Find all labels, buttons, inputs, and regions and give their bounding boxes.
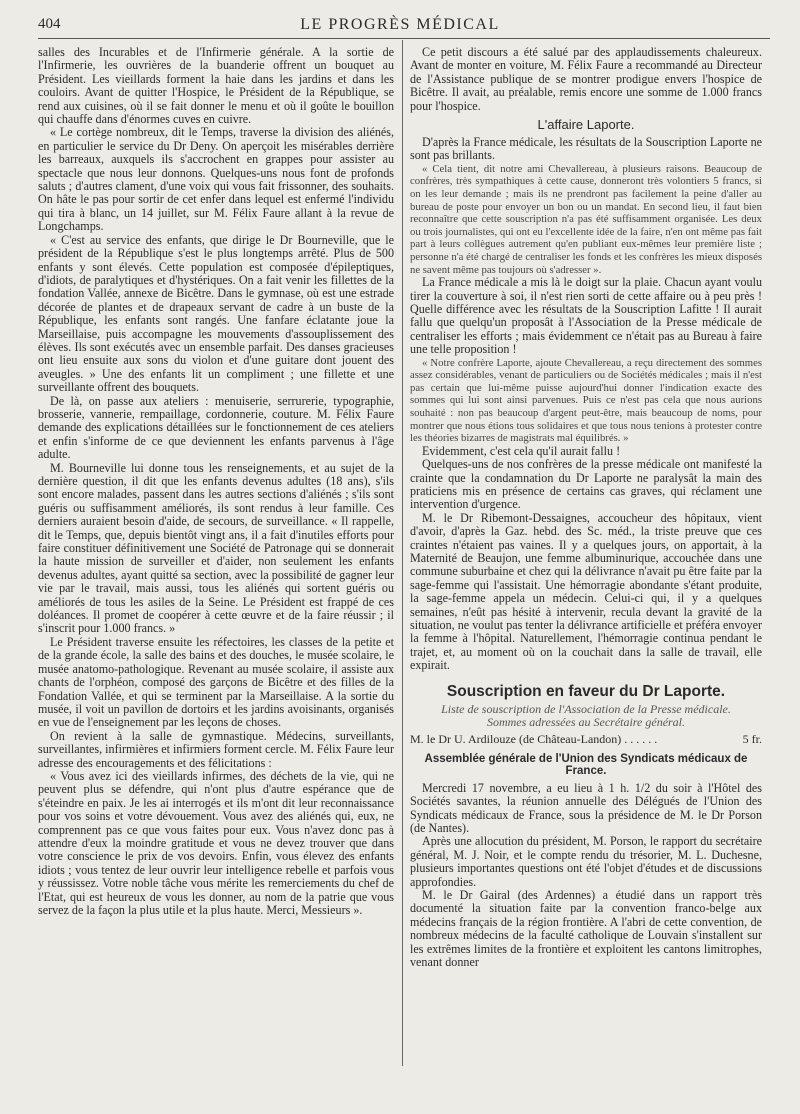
header-rule <box>38 38 770 39</box>
page-header <box>30 14 770 40</box>
souscription-subtitle: Liste de souscription de l'Association de la Presse médicale. <box>441 701 731 716</box>
paragraph: De là, on passe aux ateliers : menuiserie, serrurerie, typographie, brosserie, vannerie, rempaillage, cordonnerie, couture. M. Félix Faure demande des explications détaillées sur le fonctionnement de ces ateliers et enfin s'informe de ce que deviennent les enfants parvenus à l'âge adulte. <box>38 393 394 462</box>
page-number: 404 <box>38 16 61 32</box>
columns <box>38 46 770 1106</box>
paragraph: Quelques-uns de nos confrères de la presse médicale ont manifesté la crainte que la condamnation du Dr Laporte ne paralysât la main des praticiens mis en présence de certains cas graves, qui réclament une intervention d'urgence. <box>410 457 762 512</box>
running-title: LE PROGRÈS MÉDICAL <box>300 16 500 33</box>
paragraph: Ce petit discours a été salué par des applaudissements chaleureux. Avant de monter en voiture, M. Félix Faure a recommandé au Directeur de l'Assistance publique de se montrer prodigue envers l'hospice de Bicêtre. Il avait, au préalable, remis encore une somme de 1.000 francs pour l'hospice. <box>410 46 762 113</box>
section-title-souscription: Souscription en faveur du Dr Laporte. <box>446 682 726 700</box>
donor-name: M. le Dr U. Ardilouze (de Château-Landon) . . . . . . <box>410 731 658 746</box>
paragraph: D'après la France médicale, les résultats de la Souscription Laporte ne sont pas brillants. <box>410 135 762 163</box>
left-column <box>38 46 394 1106</box>
paragraph: Evidemment, c'est cela qu'il aurait fallu ! <box>422 443 621 458</box>
quotation: « Notre confrère Laporte, ajoute Chevallereau, a reçu directement des sommes assez considérables, venant de particuliers ou de Sociétés médicales ; mais il n'est pas certain que lui-même puisse aujourd'hui donner l'indication exacte des sommes qui lui sont ainsi parvenues. Puis ce n'est pas cela que nous aurions souhaité : non pas beaucoup d'argent peut-être, mais beaucoup de noms, pour montrer que nous étions tous solidaires et que tous nous tenions à protester contre les théories bizarres de magistrats mal équilibrés. » <box>410 356 762 445</box>
paragraph: Le Président traverse ensuite les réfectoires, les classes de la petite et de la grande école, la salle des bains et des douches, le musée scolaire, le musée anatomo-pathologique. Revenant au musée scolaire, il assiste aux chants de l'orphéon, composé des garçons de Bicêtre et des filles de la Fondation Vallée, et qui se terminent par la Marseillaise. A la sortie du musée, il voit un pavillon de dortoirs et les jardins avoisinants, organisés en vue de l'enseignement par les leçons de choses. <box>38 634 394 730</box>
right-column <box>410 46 762 1106</box>
section-title-assemblee: Assemblée générale de l'Union des Syndicats médicaux de France. <box>424 752 748 778</box>
donation-line <box>410 732 762 747</box>
souscription-subtitle-2: Sommes adressées au Secrétaire général. <box>486 714 686 729</box>
paragraph: On revient à la salle de gymnastique. Médecins, surveillants, surveillantes, infirmières et infirmiers forment cercle. M. Félix Faure leur adresse des encouragements et des félicitations : <box>38 728 394 770</box>
paragraph: Mercredi 17 novembre, a eu lieu à 1 h. 1/2 du soir à l'Hôtel des Sociétés savantes, la réunion annuelle des Délégués de l'Union des Syndicats médicaux de France, sous la présidence de M. le Dr Porson (de Nantes). <box>410 780 762 835</box>
paragraph: La France médicale a mis là le doigt sur la plaie. Chacun ayant voulu tirer la couverture à soi, il n'est rien sorti de cette affaire ou à peu près ! Quelle différence avec les résultats de la Souscription Lafitte ! Il aurait fallu que quelqu'un proposât à l'Association de la Presse médicale de centraliser les efforts ; mais évidemment ce n'était pas au Bureau à faire une telle proposition ! <box>410 275 762 357</box>
column-divider <box>402 40 403 1066</box>
paragraph: salles des Incurables et de l'Infirmerie générale. A la sortie de l'Infirmerie, les ouvrières de la buanderie offrent un bouquet au Président. Les vieillards forment la haie dans les jardins et dans les couloirs. Avant de quitter l'Hospice, le Président de la République, se rend aux cuisines, où il se fait donner le menu et où il goûte le bouillon qui chauffe dans d'énormes cuves en cuivre. <box>38 46 394 127</box>
section-title-affaire-laporte: L'affaire Laporte. <box>537 117 635 133</box>
paragraph: « Le cortège nombreux, dit le Temps, traverse la division des aliénés, en particulier le service du Dr Deny. On aperçoit les misérables derrière les barreaux, auxquels ils s'accrochent en grappes pour assister au spectacle que nous leur donnons. Quelques-uns nous font de profonds saluts ; d'autres clament, d'une voix qui vous fait frissonner, des souhaits. On hâte le pas pour sortir de cet enfer dans lequel est enfermé l'individu qui tira à blanc, un 14 juillet, sur M. Félix Faure allant à la revue de Longchamps. <box>38 125 394 234</box>
paragraph: « Vous avez ici des vieillards infirmes, des déchets de la vie, qui ne peuvent plus se défendre, qui n'ont plus d'autre espérance que de s'éteindre en paix. Je les ai interrogés et ils m'ont dit leur reconnaissance pour vos soins et votre dévouement. Vous avez des aliénés qui, eux, ne comprennent pas ce que vous faites pour eux. Vous n'avez donc pas à attendre d'eux la moindre gratitude et vous ne devez trouver que dans votre conscience le prix de vos devoirs. Enfin, vous élevez des enfants idiots ; vous tentez de leur ouvrir leur intelligence rebelle et parfois vous y réussissez. Votre noble tâche vous mérite les remerciements du chef de l'Etat, qui est heureux de vous les donner, au nom de la patrie que vous servez de la façon la plus utile et la plus haute. Merci, Messieurs ». <box>38 768 394 917</box>
paragraph: M. le Dr Gairal (des Ardennes) a étudié dans un rapport très documenté la situation faite par la convention franco-belge aux médecins français de la région frontière. A l'abri de cette convention, de nombreux médecins de la faculté catholique de Louvain s'installent sur les extrêmes limites de la frontière et exploitent les cantons limitrophes, venant donner <box>410 887 762 969</box>
paragraph: « C'est au service des enfants, que dirige le Dr Bourneville, que le président de la République s'est le plus longtemps arrêté. Plus de 500 enfants y sont élevés. Cette population est composée d'épileptiques, d'idiots, de paralytiques et d'hystériques. On a fait venir les fillettes de la fondation Vallée, annexe de Bicêtre. Dans le gymnase, où est une estrade décorée de plantes et de drapeaux servant de cadre à un buste de la République, les enfants sont rangés. Une fanfare éclatante joue la Marseillaise, puis accompagne les mouvements d'assouplissement des élèves. Ils sont exécutés avec un ensemble parfait. Des danses gracieuses ont lieu ensuite aux sons du violon et d'une guitare dont jouent des aveugles. » Une des enfants lit un compliment ; une fillette et une surveillante offrent des bouquets. <box>38 232 394 395</box>
paragraph: M. le Dr Ribemont-Dessaignes, accoucheur des hôpitaux, vient d'avoir, d'après la Gaz. hebd. des Sc. méd., la triste preuve que ces craintes n'étaient pas vaines. Il y a quelques jours, on apportait, à la Maternité de Beaujon, une femme albuminurique, accouchée dans une commune suburbaine et chez qui la délivrance n'avait pu être faite par la sage-femme qui l'assistait. Une hémorragie abondante s'étant produite, la sage-femme appela un médecin. Celui-ci qui, il y a quelques semaines, n'eût pas hésité à intervenir, recula devant la gravité de la situation, ne voulut pas tenter la délivrance artificielle et préféra envoyer la femme à l'hôpital. Naturellement, l'hémorragie continua pendant le trajet, et, au moment où on la couchait dans la salle de travail, elle expirait. <box>410 510 762 673</box>
donor-amount: 5 fr. <box>742 731 762 746</box>
paragraph: M. Bourneville lui donne tous les renseignements, et au sujet de la dernière question, il dit que les enfants devenus adultes (18 ans), s'ils sont encore malades, passent dans les autres sections d'aliénés ; s'ils sont guéris ou suffisamment améliorés, ils sont rendus à leur famille. Ces derniers auraient besoin d'aide, de secours, de surveillance. « Il rappelle, dit le Temps, que, depuis bientôt vingt ans, il a fait d'inutiles efforts pour faire constituer définitivement une Société de Patronage qui se donnerait la haute mission de surveiller et d'aider, non seulement les enfants devenus adultes, ayant quitté sa section, avec la possibilité de gagner leur vie par le travail, mais aussi, tous les aliénés qui sortent guéris ou améliorés de tous les asiles de la Seine. Le Président est frappé de ces doléances. Il promet de coopérer à cette œuvre et de la faire réussir ; il s'inscrit pour 1.000 francs. » <box>38 460 394 636</box>
paragraph: Après une allocution du président, M. Porson, le rapport du secrétaire général, M. J. Noir, et le compte rendu du trésorier, M. L. Duchesne, plusieurs importantes questions ont été l'objet d'études et de discussions approfondies. <box>410 834 762 889</box>
quotation: « Cela tient, dit notre ami Chevallereau, à plusieurs raisons. Beaucoup de confrères, très sympathiques à cette cause, donneront très volontiers 5 francs, si on les leur demande ; mais ils ne prendront pas facilement la peine d'aller au bureau de poste pour envoyer un bon ou un mandat. En second lieu, il faut bien reconnaître que cette souscription n'a pas été suffisamment organisée. Les deux ou trois journalistes, qui ont eu l'excellente idée de la faire, n'en ont même pas fait part à leurs collègues autrement qu'en publiant eux-mêmes leur première liste ; personne n'a été chargé de centraliser les fonds et les confrères les mieux disposés ne savent même pas toujours où s'adresser ». <box>410 162 762 276</box>
